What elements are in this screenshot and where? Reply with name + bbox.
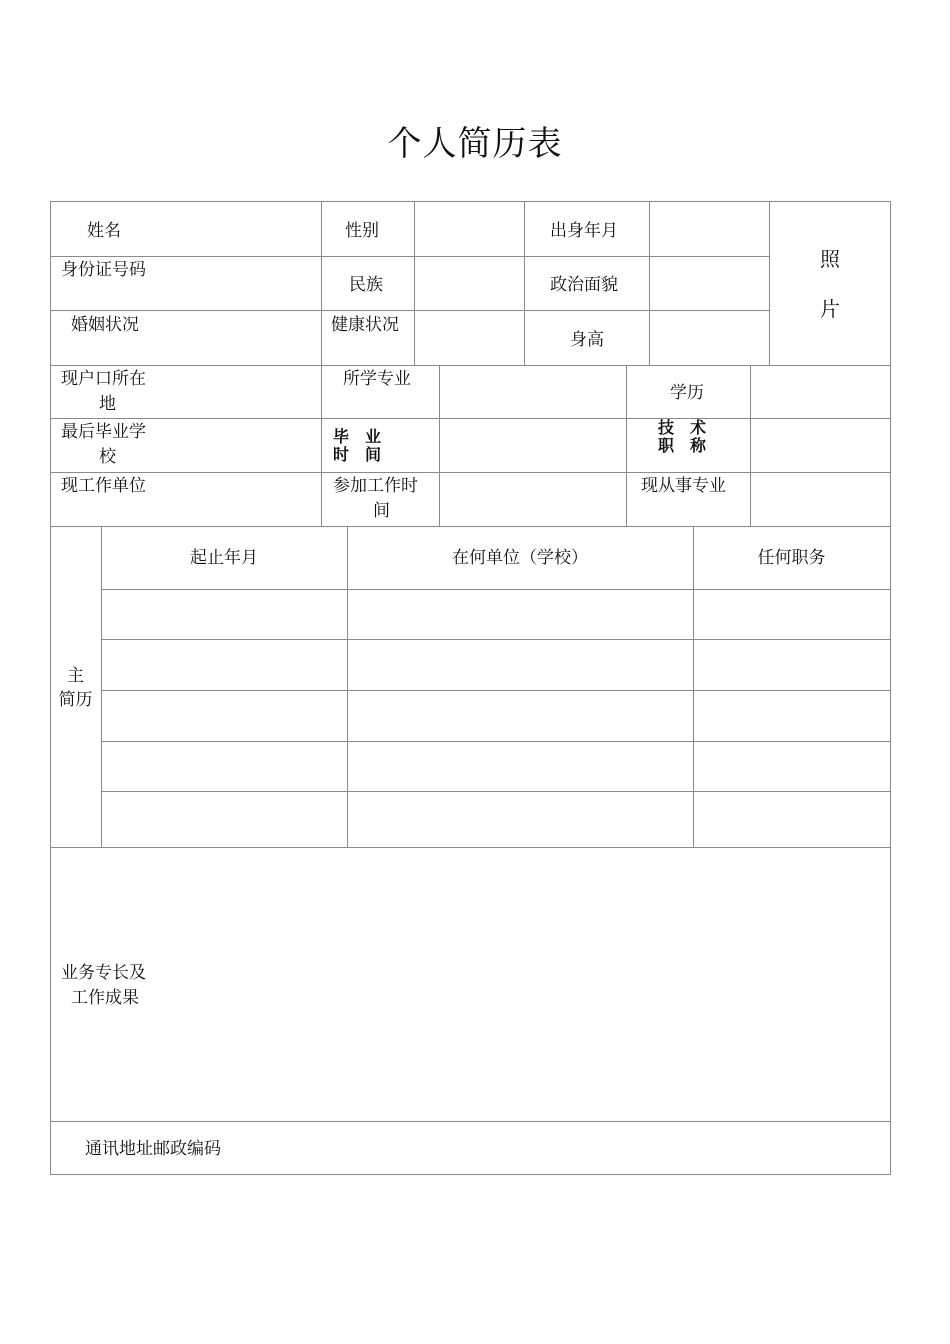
- start-work-label-line1: 参加工作时: [333, 476, 418, 496]
- resume-header-organization: 在何单位（学校）: [452, 548, 588, 568]
- height-label: 身高: [570, 330, 604, 350]
- row-divider: [101, 690, 890, 691]
- col-divider: [414, 201, 415, 365]
- resume-header-position: 任何职务: [757, 548, 826, 568]
- ethnicity-label: 民族: [349, 275, 383, 295]
- col-divider: [750, 365, 751, 526]
- resume-side-label-line2: 简历: [58, 690, 93, 710]
- photo-label-line2: 片: [820, 297, 840, 321]
- row-divider: [50, 418, 890, 419]
- photo-label-line1: 照: [820, 247, 840, 271]
- row-divider: [50, 256, 769, 257]
- graduation-time-label-line2: 时 间: [333, 445, 382, 464]
- row-divider: [50, 847, 890, 848]
- school-label-line1: 最后毕业学: [61, 422, 146, 442]
- birth-label: 出身年月: [550, 221, 618, 241]
- col-divider: [649, 201, 650, 365]
- education-label: 学历: [670, 383, 704, 403]
- current-major-label: 现从事专业: [641, 476, 726, 496]
- row-divider: [50, 365, 890, 366]
- workplace-label: 现工作单位: [61, 476, 146, 496]
- row-divider: [101, 589, 890, 590]
- page-title: 个人简历表: [387, 124, 563, 164]
- health-status-label: 健康状况: [331, 315, 399, 335]
- col-divider: [101, 526, 102, 847]
- row-divider: [50, 310, 769, 311]
- id-number-label: 身份证号码: [61, 260, 146, 280]
- col-divider: [769, 201, 770, 365]
- marital-status-label: 婚姻状况: [71, 315, 139, 335]
- major-label: 所学专业: [343, 369, 411, 389]
- skills-label-line2: 工作成果: [71, 988, 139, 1008]
- table-border-bottom: [50, 1174, 891, 1175]
- row-divider: [50, 1121, 890, 1122]
- hukou-label-line1: 现户口所在: [61, 369, 146, 389]
- resume-header-period: 起止年月: [190, 548, 258, 568]
- col-divider: [439, 365, 440, 526]
- school-label-line2: 校: [99, 447, 116, 467]
- contact-address-postcode-label: 通讯地址邮政编码: [85, 1139, 221, 1159]
- col-divider: [524, 201, 525, 365]
- row-divider: [101, 639, 890, 640]
- gender-label: 性别: [345, 221, 379, 241]
- table-border-right: [890, 201, 891, 1174]
- political-status-label: 政治面貌: [550, 275, 618, 295]
- technical-title-label-line2: 职 称: [658, 436, 707, 455]
- col-divider: [321, 201, 322, 526]
- row-divider: [50, 472, 890, 473]
- skills-label-line1: 业务专长及: [61, 963, 146, 983]
- row-divider: [101, 791, 890, 792]
- col-divider: [693, 526, 694, 847]
- graduation-time-label-line1: 毕 业: [333, 427, 382, 446]
- hukou-label-line2: 地: [99, 394, 116, 414]
- start-work-label-line2: 间: [373, 501, 390, 521]
- col-divider: [626, 365, 627, 526]
- name-label: 姓名: [87, 221, 121, 241]
- row-divider: [50, 526, 890, 527]
- row-divider: [101, 741, 890, 742]
- resume-side-label-line1: 主: [67, 666, 84, 686]
- technical-title-label-line1: 技 术: [658, 418, 707, 437]
- table-border-top: [50, 201, 890, 202]
- col-divider: [347, 526, 348, 847]
